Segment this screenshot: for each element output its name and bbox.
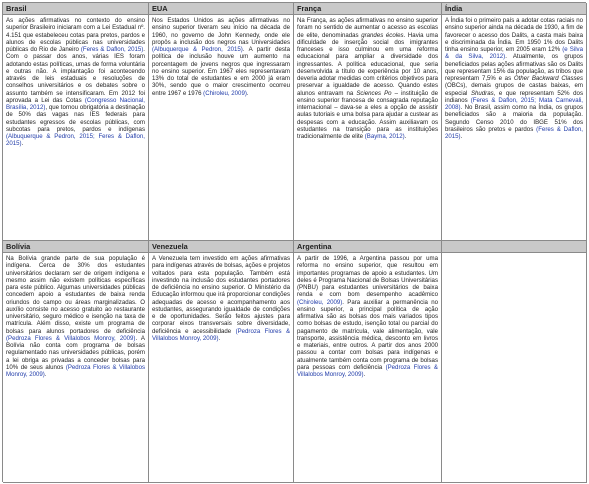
- cell-text: .: [21, 140, 24, 148]
- header-empty: [442, 241, 587, 253]
- cell-text: . Atualmente, os grupos beneficiados pelas ações afirmativas são os Dalits que representam 15% da população, as tribos que representam 7,5% e as: [445, 53, 583, 82]
- header-bolivia: Bolívia: [3, 241, 149, 253]
- cell-text: Nos Estados Unidos as ações afirmativas no ensino superior tiveram seu início na década de 1960, no governo de John Kennedy, onde ele propôs a inclusão dos negros nas Universidades: [152, 17, 290, 46]
- cell-text: As ações afirmativas no contexto do ensino superior Brasileiro iniciaram com a Lei Estadual nº. 4.151 que estabeleceu cotas para pretos, pardos e alunos de escolas públicas nas universidades públicas do Rio de Janeiro: [6, 17, 145, 53]
- citation: (Chiroleu, 2009): [297, 298, 343, 306]
- cell-text: . Havia uma dificuldade de inserção social dos imigrantes franceses e isso culminou em uma reforma educacional para ampliar a diversidade dos ingressantes. A política educacional, que seria desenvolvida a título de experiência por 10 anos, deveria adotar medidas com critérios objetivos para preservar a igualdade de acesso. Quando estes alunos entravam na: [297, 31, 438, 97]
- header-india: Índia: [442, 3, 587, 15]
- citation: (Chiroleu, 2009): [203, 89, 247, 97]
- citation: (Pedroza Flores & Villalobos Monroy, 2009): [297, 363, 438, 378]
- cell-argentina: [294, 253, 442, 483]
- cell-text: .: [44, 371, 47, 378]
- comparison-table: [2, 2, 586, 482]
- citation: (Pedroza Flores & Villalobos Monroy, 2009): [6, 363, 146, 378]
- cell-text: .: [246, 89, 249, 97]
- citation: (Feres & Daflon, 2015): [80, 46, 144, 53]
- cell-text: . Para auxiliar a permanência no ensino superior, a principal política de ação afirmativa são as bolsas dos mais variados tipos como bolsas de estudo, isenção total ou parcial do pagamento de matrícula, vale alimentação, vale transporte, assistência médica, desconto em livros e materiais, entre outros. A partir dos anos 2000 passou a contar com bolsas para indígenas e atualmente também conta com programa de bolsas para pessoas com deficiência: [297, 298, 438, 371]
- cell-text: . A Bolívia não conta com programa de bolsas regulamentado nas universidades públicas, porém a lei obriga as privadas a conceder bolsas para 10% de seus alunos: [6, 334, 145, 371]
- citation: (Albuquerque & Pedron, 2015; Feres & Daflon, 2015): [6, 133, 145, 148]
- header-argentina: Argentina: [294, 241, 442, 253]
- italic-term: Sciences Po: [356, 89, 392, 97]
- cell-text: . A partir desta política de inclusão houve um aumento na porcentagem de jovens negros que ingressaram no ensino superior. Em 1967 eles representavam 13% do total de estudantes e em 2000 já eram 30%, sendo que o maior crescimento ocorreu entre 1967 e 1976: [152, 46, 290, 97]
- cell-text: .: [363, 371, 366, 378]
- citation: (Bayma, 2012): [364, 133, 405, 140]
- citation: (Pedroza Flores & Villalobos Monroy, 2009): [6, 334, 136, 342]
- header-franca: França: [294, 3, 442, 15]
- citation: (e Silva & da Silva, 2012): [445, 46, 583, 61]
- header-brasil: Brasil: [3, 3, 149, 15]
- cell-franca: [294, 15, 442, 241]
- citation: (Albuquerque & Pedron, 2015): [152, 46, 243, 53]
- cell-text: A Venezuela tem investido em ações afirmativas para indígenas através de bolsas, ações e projetos voltados para esta população. Também está investindo na inclusão dos estudantes portadores de deficiência no ensino superior. O Ministério da Educação informou que irá proporcionar condições adequadas de acesso e acompanhamento aos estudantes, assegurando igualdade de condições e de oportunidades. Serão feitos ajustes para corporar eixos transversais sobre diversidade, deficiência e acessibilidade: [152, 255, 290, 335]
- italic-term: Shudras: [470, 89, 494, 97]
- header-venezuela: Venezuela: [149, 241, 294, 253]
- citation: (Feres & Daflon, 2015): [445, 125, 583, 140]
- header-eua: EUA: [149, 3, 294, 15]
- cell-text: Na França, as ações afirmativas no ensino superior foram no sentido de aumentar o acesso as escolas de elite, denominadas: [297, 17, 438, 39]
- citation: (Pedroza Flores & Villalobos Monroy, 2009): [152, 327, 291, 342]
- italic-term: grandes écoles: [361, 31, 404, 39]
- cell-brasil: [3, 15, 149, 241]
- cell-empty: [442, 253, 587, 483]
- cell-text: A Índia foi o primeiro país a adotar cotas raciais no ensino superior ainda na década de 1930, a fim de favorecer o acesso dos Dalits, a casta mais baixa e discriminada da Índia. Em 1950 1% dos Dalits tinha ensino superior, em 2005 eram 12%: [445, 17, 583, 53]
- citation: (Congresso Nacional, Brasília, 2012): [6, 96, 145, 111]
- cell-text: , que tornou obrigatória a destinação de 50% das vagas nas IES federais para estudantes egressos de escolas públicas, com subcotas para pretos, pardos e indígenas: [6, 104, 146, 133]
- cell-text: . Com o passar dos anos, várias IES foram adotando estas políticas, umas de forma voluntária e outras não. A implantação foi acontecendo através de leis estaduais e resoluções de conselhos universitários e os debates sobre o assunto também se intensificaram. Em 2012 foi aprovada a Lei das Cotas: [6, 46, 145, 104]
- citation: (Feres & Daflon, 2015; Mata Carnevali, 2008): [445, 96, 583, 111]
- cell-text: , e que representam 52% dos indianos: [445, 89, 583, 104]
- cell-text: .: [218, 334, 221, 342]
- cell-venezuela: [149, 253, 294, 483]
- cell-text: . No Brasil, assim como na Índia, os grupos beneficiados são a maioria da população. Segundo Censo 2010 do IBGE 51% dos brasileiros são pretos e pardos: [445, 104, 583, 133]
- cell-text: – instituição de ensino superior francesa de consagrada reputação internacional – dava-se a eles a opção de assistir aulas tutoriais e uma bolsa para ajudar a custear as despesas com a educação. Assim auxiliavam os estudantes na transição para as instituições tradicionalmente de elite: [297, 89, 438, 140]
- cell-eua: [149, 15, 294, 241]
- italic-term: Other Backward Classes: [513, 75, 583, 82]
- cell-text: .: [404, 133, 407, 140]
- cell-text: A partir de 1996, a Argentina passou por uma reforma no ensino superior, que resultou em importantes programas de apoio a estudantes. Um deles é Programa Nacional de Bolsas Universitárias (PNBU) para estudantes universitários de baixa renda e com bom desempenho acadêmico: [297, 255, 438, 299]
- cell-bolivia: [3, 253, 149, 483]
- cell-text: (OBCs), demais grupos de castas baixas, em especial: [445, 82, 583, 97]
- cell-text: .: [460, 133, 463, 140]
- cell-text: Na Bolívia grande parte de sua população é indígena. Cerca de 30% dos estudantes universitários declaram ser de origem indígena e mesmo assim não existem políticas específicas para este público. Algumas universidades públicas concedem apoio a estudantes de baixa renda oriundos do campo ou áreas marginalizadas. O auxílio consiste no acesso gratuito ao restaurante universitário, seguro médico e isenção na taxa de matrícula. Além disso, existe um programa de bolsas para alunos portadores de deficiência: [6, 255, 145, 335]
- cell-india: [442, 15, 587, 241]
